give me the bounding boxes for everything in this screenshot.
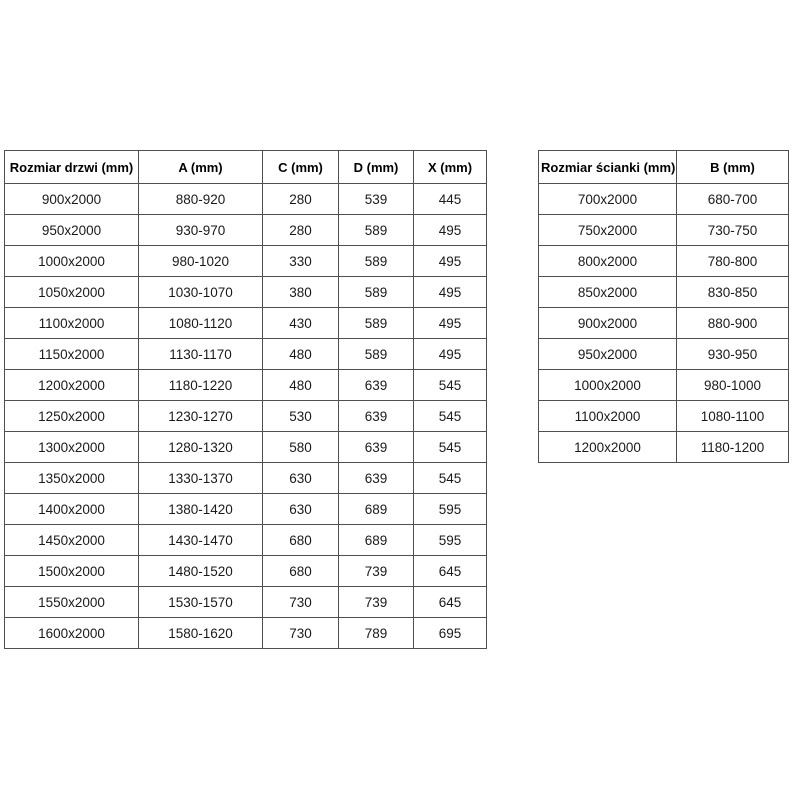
table-row	[539, 184, 789, 215]
table-cell: 280	[263, 215, 339, 246]
table-cell: 589	[339, 339, 414, 370]
table-cell: 739	[339, 587, 414, 618]
table-row	[5, 308, 487, 339]
table-cell: 480	[263, 339, 339, 370]
table-cell: 380	[263, 277, 339, 308]
table-cell: 639	[339, 370, 414, 401]
table-row	[5, 587, 487, 618]
table-row	[5, 184, 487, 215]
table-cell: 445	[414, 184, 487, 215]
table-cell: 1180-1220	[139, 370, 263, 401]
table-cell: 1480-1520	[139, 556, 263, 587]
table-cell: 750x2000	[539, 215, 677, 246]
table-cell: 950x2000	[5, 215, 139, 246]
table-cell: 800x2000	[539, 246, 677, 277]
table-cell: 1050x2000	[5, 277, 139, 308]
table-cell: 950x2000	[539, 339, 677, 370]
table-row	[539, 339, 789, 370]
table-cell: 695	[414, 618, 487, 649]
table-cell: 589	[339, 215, 414, 246]
table-cell: 645	[414, 587, 487, 618]
table-row	[5, 246, 487, 277]
door-table-head	[5, 151, 487, 184]
table-cell: 595	[414, 494, 487, 525]
table-cell: 730-750	[677, 215, 789, 246]
table-cell: 880-900	[677, 308, 789, 339]
table-row	[5, 215, 487, 246]
table-cell: 850x2000	[539, 277, 677, 308]
table-cell: 689	[339, 525, 414, 556]
header-cell: D (mm)	[339, 151, 414, 184]
table-cell: 639	[339, 401, 414, 432]
table-cell: 539	[339, 184, 414, 215]
header-cell: C (mm)	[263, 151, 339, 184]
table-cell: 1100x2000	[539, 401, 677, 432]
table-cell: 689	[339, 494, 414, 525]
table-cell: 495	[414, 246, 487, 277]
table-cell: 1400x2000	[5, 494, 139, 525]
table-cell: 980-1020	[139, 246, 263, 277]
table-cell: 495	[414, 308, 487, 339]
table-cell: 480	[263, 370, 339, 401]
table-cell: 789	[339, 618, 414, 649]
table-cell: 1000x2000	[5, 246, 139, 277]
table-cell: 1230-1270	[139, 401, 263, 432]
table-cell: 1530-1570	[139, 587, 263, 618]
table-cell: 1300x2000	[5, 432, 139, 463]
table-cell: 580	[263, 432, 339, 463]
table-row	[5, 339, 487, 370]
table-cell: 495	[414, 277, 487, 308]
table-row	[539, 401, 789, 432]
table-row	[5, 618, 487, 649]
table-cell: 1030-1070	[139, 277, 263, 308]
table-cell: 1080-1100	[677, 401, 789, 432]
table-row	[539, 370, 789, 401]
table-cell: 1150x2000	[5, 339, 139, 370]
header-row	[539, 151, 789, 184]
table-cell: 880-920	[139, 184, 263, 215]
table-cell: 830-850	[677, 277, 789, 308]
table-cell: 1350x2000	[5, 463, 139, 494]
table-cell: 900x2000	[539, 308, 677, 339]
table-cell: 1580-1620	[139, 618, 263, 649]
table-cell: 739	[339, 556, 414, 587]
table-cell: 680-700	[677, 184, 789, 215]
table-row	[5, 401, 487, 432]
table-cell: 680	[263, 525, 339, 556]
table-row	[539, 215, 789, 246]
table-cell: 1130-1170	[139, 339, 263, 370]
table-cell: 595	[414, 525, 487, 556]
table-cell: 630	[263, 463, 339, 494]
table-cell: 980-1000	[677, 370, 789, 401]
table-cell: 589	[339, 246, 414, 277]
table-cell: 589	[339, 308, 414, 339]
table-cell: 280	[263, 184, 339, 215]
table-row	[5, 432, 487, 463]
header-cell: Rozmiar drzwi (mm)	[5, 151, 139, 184]
table-cell: 330	[263, 246, 339, 277]
header-cell: B (mm)	[677, 151, 789, 184]
table-cell: 730	[263, 618, 339, 649]
table-row	[5, 277, 487, 308]
table-cell: 1500x2000	[5, 556, 139, 587]
table-cell: 545	[414, 432, 487, 463]
table-row	[5, 525, 487, 556]
table-cell: 495	[414, 339, 487, 370]
table-cell: 495	[414, 215, 487, 246]
header-row	[5, 151, 487, 184]
table-cell: 1200x2000	[5, 370, 139, 401]
table-cell: 930-970	[139, 215, 263, 246]
table-cell: 1250x2000	[5, 401, 139, 432]
door-dimensions-table	[4, 150, 487, 649]
table-cell: 430	[263, 308, 339, 339]
table-cell: 900x2000	[5, 184, 139, 215]
wall-table-body	[539, 184, 789, 463]
table-cell: 545	[414, 463, 487, 494]
wall-dimensions-table	[538, 150, 789, 463]
table-cell: 1100x2000	[5, 308, 139, 339]
wall-table-head	[539, 151, 789, 184]
table-cell: 780-800	[677, 246, 789, 277]
table-cell: 645	[414, 556, 487, 587]
table-row	[539, 432, 789, 463]
table-row	[539, 246, 789, 277]
table-cell: 1000x2000	[539, 370, 677, 401]
table-cell: 1550x2000	[5, 587, 139, 618]
table-cell: 930-950	[677, 339, 789, 370]
table-row	[539, 308, 789, 339]
door-table-body	[5, 184, 487, 649]
table-cell: 545	[414, 370, 487, 401]
table-row	[5, 370, 487, 401]
table-cell: 530	[263, 401, 339, 432]
table-cell: 680	[263, 556, 339, 587]
table-cell: 639	[339, 463, 414, 494]
table-cell: 1380-1420	[139, 494, 263, 525]
table-row	[539, 277, 789, 308]
table-cell: 630	[263, 494, 339, 525]
table-cell: 1180-1200	[677, 432, 789, 463]
table-row	[5, 463, 487, 494]
header-cell: A (mm)	[139, 151, 263, 184]
table-cell: 1280-1320	[139, 432, 263, 463]
table-row	[5, 556, 487, 587]
table-cell: 730	[263, 587, 339, 618]
table-cell: 1430-1470	[139, 525, 263, 556]
table-cell: 1080-1120	[139, 308, 263, 339]
table-cell: 1330-1370	[139, 463, 263, 494]
table-cell: 639	[339, 432, 414, 463]
header-cell: X (mm)	[414, 151, 487, 184]
table-cell: 589	[339, 277, 414, 308]
table-cell: 1200x2000	[539, 432, 677, 463]
table-cell: 700x2000	[539, 184, 677, 215]
table-cell: 1600x2000	[5, 618, 139, 649]
table-row	[5, 494, 487, 525]
table-cell: 545	[414, 401, 487, 432]
header-cell: Rozmiar ścianki (mm)	[539, 151, 677, 184]
table-cell: 1450x2000	[5, 525, 139, 556]
